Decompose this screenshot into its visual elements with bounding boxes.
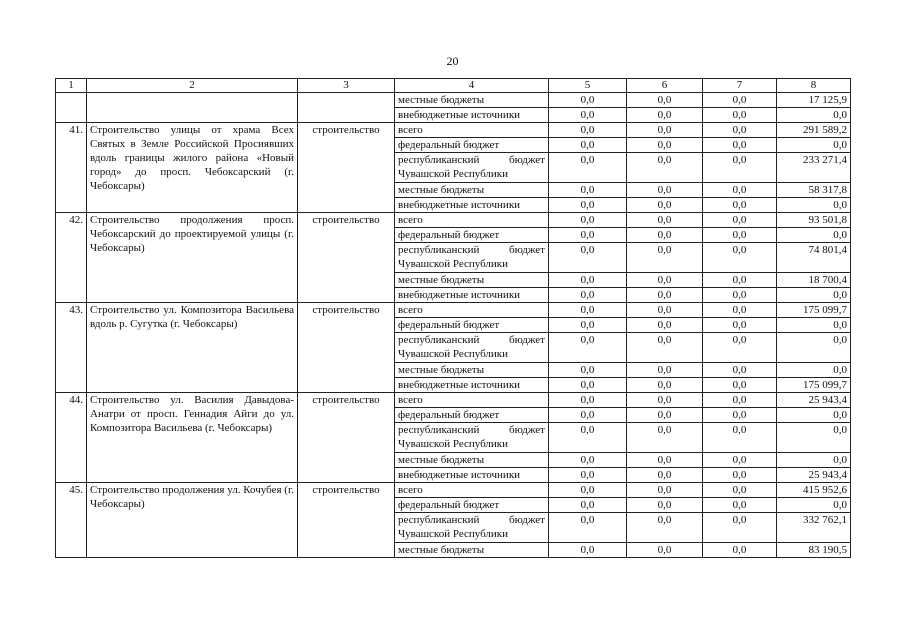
budget-table xyxy=(55,78,851,558)
value-col6: 0,0 xyxy=(627,198,703,213)
value-col5: 0,0 xyxy=(549,243,627,273)
value-col8: 0,0 xyxy=(777,198,851,213)
value-col6: 0,0 xyxy=(627,183,703,198)
value-col8: 83 190,5 xyxy=(777,543,851,558)
value-col8: 0,0 xyxy=(777,423,851,453)
value-col6: 0,0 xyxy=(627,318,703,333)
project-type: строительство xyxy=(298,393,395,483)
value-col8: 0,0 xyxy=(777,288,851,303)
value-col7: 0,0 xyxy=(703,288,777,303)
value-col7: 0,0 xyxy=(703,318,777,333)
funding-source: республиканский бюджет Чувашской Республики xyxy=(395,513,549,543)
funding-source: местные бюджеты xyxy=(395,543,549,558)
col-header-6: 6 xyxy=(627,79,703,93)
value-col7: 0,0 xyxy=(703,423,777,453)
funding-source: федеральный бюджет xyxy=(395,138,549,153)
value-col5: 0,0 xyxy=(549,198,627,213)
value-col8: 0,0 xyxy=(777,318,851,333)
value-col7: 0,0 xyxy=(703,243,777,273)
value-col8: 74 801,4 xyxy=(777,243,851,273)
value-col8: 175 099,7 xyxy=(777,378,851,393)
value-col7: 0,0 xyxy=(703,153,777,183)
value-col7: 0,0 xyxy=(703,333,777,363)
value-col6: 0,0 xyxy=(627,333,703,363)
value-col7: 0,0 xyxy=(703,498,777,513)
value-col8: 0,0 xyxy=(777,408,851,423)
value-col6: 0,0 xyxy=(627,288,703,303)
value-col5: 0,0 xyxy=(549,228,627,243)
value-col5: 0,0 xyxy=(549,468,627,483)
col-header-3: 3 xyxy=(298,79,395,93)
value-col7: 0,0 xyxy=(703,453,777,468)
value-col7: 0,0 xyxy=(703,393,777,408)
value-col8: 17 125,9 xyxy=(777,93,851,108)
value-col7: 0,0 xyxy=(703,93,777,108)
value-col5: 0,0 xyxy=(549,423,627,453)
value-col7: 0,0 xyxy=(703,213,777,228)
funding-source: федеральный бюджет xyxy=(395,498,549,513)
col-header-5: 5 xyxy=(549,79,627,93)
col-header-2: 2 xyxy=(87,79,298,93)
value-col8: 25 943,4 xyxy=(777,393,851,408)
project-type: строительство xyxy=(298,483,395,558)
value-col5: 0,0 xyxy=(549,318,627,333)
value-col5: 0,0 xyxy=(549,543,627,558)
col-header-8: 8 xyxy=(777,79,851,93)
value-col6: 0,0 xyxy=(627,93,703,108)
value-col5: 0,0 xyxy=(549,183,627,198)
value-col6: 0,0 xyxy=(627,228,703,243)
funding-source: всего xyxy=(395,393,549,408)
value-col8: 0,0 xyxy=(777,363,851,378)
value-col7: 0,0 xyxy=(703,378,777,393)
value-col7: 0,0 xyxy=(703,303,777,318)
project-type: строительство xyxy=(298,213,395,303)
project-number: 42. xyxy=(56,213,87,303)
value-col5: 0,0 xyxy=(549,393,627,408)
carry-num-cell xyxy=(56,93,87,123)
funding-source: внебюджетные источники xyxy=(395,378,549,393)
funding-source: местные бюджеты xyxy=(395,363,549,378)
funding-source: федеральный бюджет xyxy=(395,318,549,333)
value-col6: 0,0 xyxy=(627,138,703,153)
value-col7: 0,0 xyxy=(703,183,777,198)
value-col7: 0,0 xyxy=(703,483,777,498)
funding-source: республиканский бюджет Чувашской Республики xyxy=(395,423,549,453)
project-type: строительство xyxy=(298,123,395,213)
value-col8: 18 700,4 xyxy=(777,273,851,288)
value-col5: 0,0 xyxy=(549,408,627,423)
funding-source: местные бюджеты xyxy=(395,273,549,288)
value-col6: 0,0 xyxy=(627,483,703,498)
value-col5: 0,0 xyxy=(549,453,627,468)
funding-source: республиканский бюджет Чувашской Республики xyxy=(395,333,549,363)
value-col8: 233 271,4 xyxy=(777,153,851,183)
project-name: Строительство улицы от храма Всех Святых в Земле Российской Просиявших вдоль границы жилого района «Новый город» до просп. Чебоксарский (г. Чебоксары) xyxy=(87,123,298,213)
table-row xyxy=(56,303,851,318)
page-number: 20 xyxy=(446,54,459,68)
carry-name-cell xyxy=(87,93,298,123)
value-col6: 0,0 xyxy=(627,123,703,138)
value-col6: 0,0 xyxy=(627,543,703,558)
value-col6: 0,0 xyxy=(627,423,703,453)
value-col5: 0,0 xyxy=(549,363,627,378)
value-col7: 0,0 xyxy=(703,363,777,378)
table-row xyxy=(56,123,851,138)
value-col7: 0,0 xyxy=(703,408,777,423)
header-row xyxy=(56,79,851,93)
funding-source: местные бюджеты xyxy=(395,183,549,198)
funding-source: республиканский бюджет Чувашской Республики xyxy=(395,243,549,273)
value-col6: 0,0 xyxy=(627,108,703,123)
funding-source: республиканский бюджет Чувашской Республики xyxy=(395,153,549,183)
value-col7: 0,0 xyxy=(703,138,777,153)
funding-source: местные бюджеты xyxy=(395,93,549,108)
value-col6: 0,0 xyxy=(627,243,703,273)
value-col5: 0,0 xyxy=(549,108,627,123)
value-col6: 0,0 xyxy=(627,453,703,468)
funding-source: всего xyxy=(395,123,549,138)
col-header-4: 4 xyxy=(395,79,549,93)
value-col8: 0,0 xyxy=(777,138,851,153)
project-name: Строительство ул. Василия Давыдова-Анатри от просп. Геннадия Айги до ул. Композитора Васильева (г. Чебоксары) xyxy=(87,393,298,483)
value-col8: 0,0 xyxy=(777,498,851,513)
value-col8: 58 317,8 xyxy=(777,183,851,198)
value-col5: 0,0 xyxy=(549,123,627,138)
value-col6: 0,0 xyxy=(627,378,703,393)
value-col8: 93 501,8 xyxy=(777,213,851,228)
value-col6: 0,0 xyxy=(627,213,703,228)
funding-source: внебюджетные источники xyxy=(395,468,549,483)
value-col6: 0,0 xyxy=(627,303,703,318)
value-col8: 332 762,1 xyxy=(777,513,851,543)
value-col8: 25 943,4 xyxy=(777,468,851,483)
value-col8: 0,0 xyxy=(777,228,851,243)
value-col6: 0,0 xyxy=(627,153,703,183)
value-col5: 0,0 xyxy=(549,333,627,363)
value-col5: 0,0 xyxy=(549,213,627,228)
value-col5: 0,0 xyxy=(549,378,627,393)
value-col7: 0,0 xyxy=(703,513,777,543)
value-col5: 0,0 xyxy=(549,288,627,303)
value-col5: 0,0 xyxy=(549,93,627,108)
value-col7: 0,0 xyxy=(703,468,777,483)
funding-source: всего xyxy=(395,303,549,318)
project-number: 43. xyxy=(56,303,87,393)
project-name: Строительство продолжения просп. Чебоксарский до проектируемой улицы (г. Чебоксары) xyxy=(87,213,298,303)
col-header-1: 1 xyxy=(56,79,87,93)
funding-source: федеральный бюджет xyxy=(395,408,549,423)
value-col8: 291 589,2 xyxy=(777,123,851,138)
value-col6: 0,0 xyxy=(627,468,703,483)
funding-source: внебюджетные источники xyxy=(395,108,549,123)
table-row xyxy=(56,393,851,408)
value-col6: 0,0 xyxy=(627,513,703,543)
value-col7: 0,0 xyxy=(703,228,777,243)
value-col7: 0,0 xyxy=(703,108,777,123)
value-col6: 0,0 xyxy=(627,363,703,378)
value-col8: 175 099,7 xyxy=(777,303,851,318)
project-number: 44. xyxy=(56,393,87,483)
carry-type-cell xyxy=(298,93,395,123)
value-col6: 0,0 xyxy=(627,408,703,423)
project-name: Строительство продолжения ул. Кочубея (г. Чебоксары) xyxy=(87,483,298,558)
value-col6: 0,0 xyxy=(627,393,703,408)
funding-source: федеральный бюджет xyxy=(395,228,549,243)
value-col6: 0,0 xyxy=(627,273,703,288)
project-name: Строительство ул. Композитора Васильева вдоль р. Сугутка (г. Чебоксары) xyxy=(87,303,298,393)
value-col8: 0,0 xyxy=(777,453,851,468)
project-number: 41. xyxy=(56,123,87,213)
value-col7: 0,0 xyxy=(703,543,777,558)
value-col5: 0,0 xyxy=(549,273,627,288)
value-col7: 0,0 xyxy=(703,273,777,288)
value-col7: 0,0 xyxy=(703,123,777,138)
funding-source: всего xyxy=(395,483,549,498)
funding-source: местные бюджеты xyxy=(395,453,549,468)
value-col8: 415 952,6 xyxy=(777,483,851,498)
value-col5: 0,0 xyxy=(549,498,627,513)
value-col5: 0,0 xyxy=(549,513,627,543)
value-col6: 0,0 xyxy=(627,498,703,513)
value-col5: 0,0 xyxy=(549,483,627,498)
value-col5: 0,0 xyxy=(549,303,627,318)
value-col5: 0,0 xyxy=(549,138,627,153)
project-type: строительство xyxy=(298,303,395,393)
table-row xyxy=(56,93,851,108)
value-col8: 0,0 xyxy=(777,108,851,123)
value-col5: 0,0 xyxy=(549,153,627,183)
value-col7: 0,0 xyxy=(703,198,777,213)
funding-source: внебюджетные источники xyxy=(395,198,549,213)
funding-source: всего xyxy=(395,213,549,228)
col-header-7: 7 xyxy=(703,79,777,93)
funding-source: внебюджетные источники xyxy=(395,288,549,303)
project-number: 45. xyxy=(56,483,87,558)
table-row xyxy=(56,213,851,228)
table-row xyxy=(56,483,851,498)
value-col8: 0,0 xyxy=(777,333,851,363)
